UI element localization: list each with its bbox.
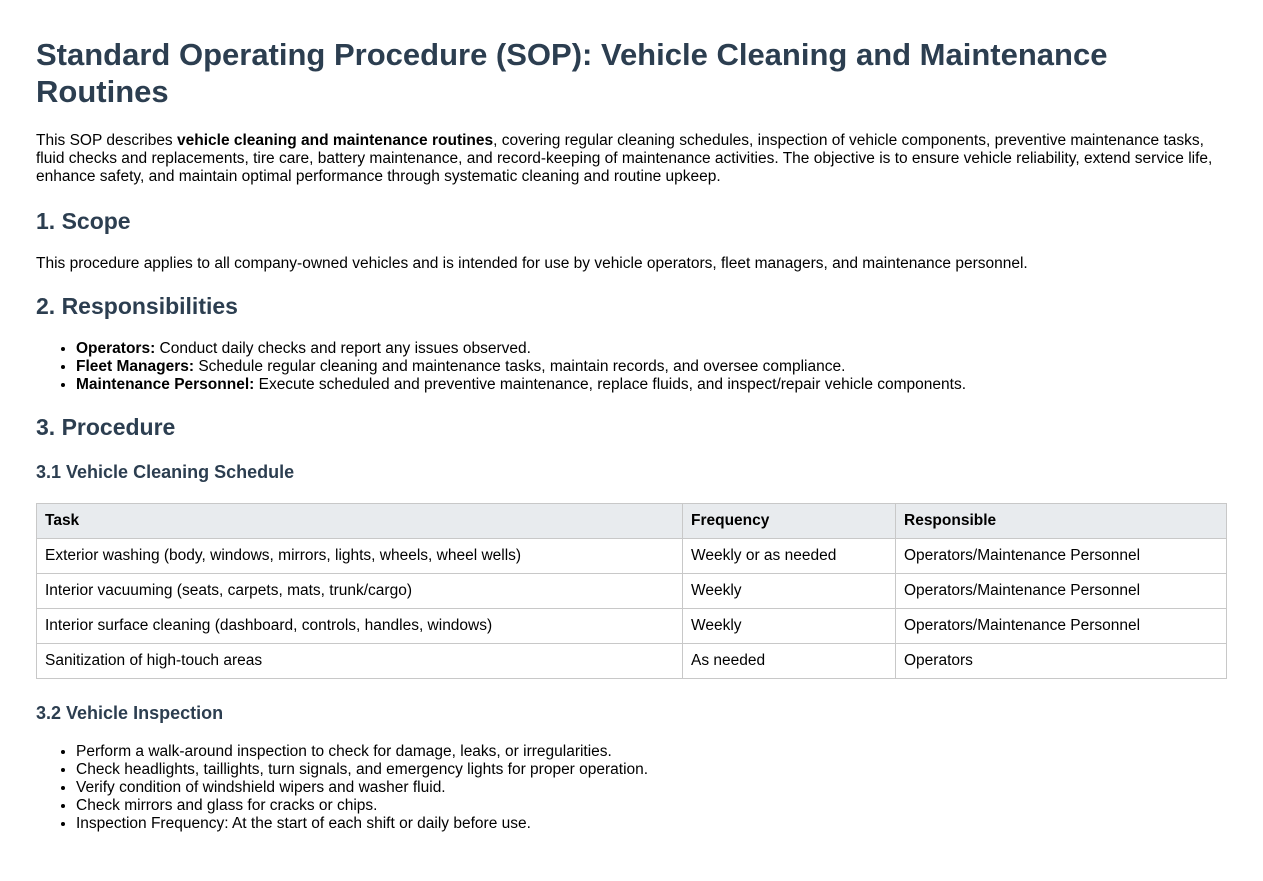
scope-text: This procedure applies to all company-owned vehicles and is intended for use by vehicle operators, fleet managers, and maintenance personnel.	[36, 255, 1028, 272]
intro-text-start: This SOP describes	[36, 132, 177, 149]
list-item: • Check mirrors and glass for cracks or chips.	[76, 797, 1227, 815]
frequency-cell: Weekly	[683, 609, 896, 644]
table-row	[37, 609, 1227, 644]
frequency-cell: Weekly or as needed	[683, 539, 896, 574]
frequency-cell: Weekly	[683, 574, 896, 609]
table-row	[37, 539, 1227, 574]
page-title: Standard Operating Procedure (SOP): Vehicle Cleaning and Maintenance Routines	[36, 37, 1108, 109]
inspection-list	[36, 743, 1227, 833]
role-label: Fleet Managers:	[76, 358, 195, 375]
role-label: Maintenance Personnel:	[76, 376, 255, 393]
list-item: • Inspection Frequency: At the start of each shift or daily before use.	[76, 815, 1227, 833]
column-header-frequency: Frequency	[683, 504, 896, 539]
role-description: Conduct daily checks and report any issues observed.	[155, 340, 531, 357]
frequency-cell: As needed	[683, 644, 896, 679]
procedure-heading: 3. Procedure	[36, 414, 176, 440]
task-cell: Interior vacuuming (seats, carpets, mats, trunk/cargo)	[37, 574, 683, 609]
list-item: • Perform a walk-around inspection to check for damage, leaks, or irregularities.	[76, 743, 1227, 761]
column-header-task: Task	[37, 504, 683, 539]
intro-text-end: , covering regular cleaning schedules, inspection of vehicle components, preventive maintenance tasks, fluid checks and replacements, tire care, battery maintenance, and record-keeping of maintenance activities. The objective is to ensure vehicle reliability, extend service life, enhance safety, and maintain optimal performance through systematic cleaning and routine upkeep.	[36, 132, 1213, 185]
list-item	[76, 358, 1227, 376]
responsibilities-list	[36, 340, 1227, 394]
responsible-cell: Operators/Maintenance Personnel	[896, 574, 1227, 609]
document	[0, 36, 1263, 833]
task-cell: Exterior washing (body, windows, mirrors, lights, wheels, wheel wells)	[37, 539, 683, 574]
table-row	[37, 574, 1227, 609]
role-description: Schedule regular cleaning and maintenance tasks, maintain records, and oversee compliance.	[194, 358, 846, 375]
list-item	[76, 340, 1227, 358]
responsibilities-heading: 2. Responsibilities	[36, 293, 238, 319]
role-label: Operators:	[76, 340, 156, 357]
list-item: • Verify condition of windshield wipers and washer fluid.	[76, 779, 1227, 797]
task-cell: Interior surface cleaning (dashboard, controls, handles, windows)	[37, 609, 683, 644]
cleaning-schedule-heading: 3.1 Vehicle Cleaning Schedule	[36, 462, 295, 482]
intro-bold-text: vehicle cleaning and maintenance routines	[177, 132, 494, 149]
responsible-cell: Operators/Maintenance Personnel	[896, 539, 1227, 574]
scope-heading: 1. Scope	[36, 208, 131, 234]
vehicle-inspection-heading: 3.2 Vehicle Inspection	[36, 703, 224, 723]
table-row	[37, 644, 1227, 679]
cleaning-schedule-table	[36, 503, 1227, 679]
list-item: • Check headlights, taillights, turn signals, and emergency lights for proper operation.	[76, 761, 1227, 779]
role-description: Execute scheduled and preventive maintenance, replace fluids, and inspect/repair vehicle components.	[254, 376, 967, 393]
task-cell: Sanitization of high-touch areas	[37, 644, 683, 679]
table-header-row	[37, 504, 1227, 539]
column-header-responsible: Responsible	[896, 504, 1227, 539]
intro-paragraph	[36, 132, 1227, 186]
responsible-cell: Operators	[896, 644, 1227, 679]
responsible-cell: Operators/Maintenance Personnel	[896, 609, 1227, 644]
list-item	[76, 376, 1227, 394]
